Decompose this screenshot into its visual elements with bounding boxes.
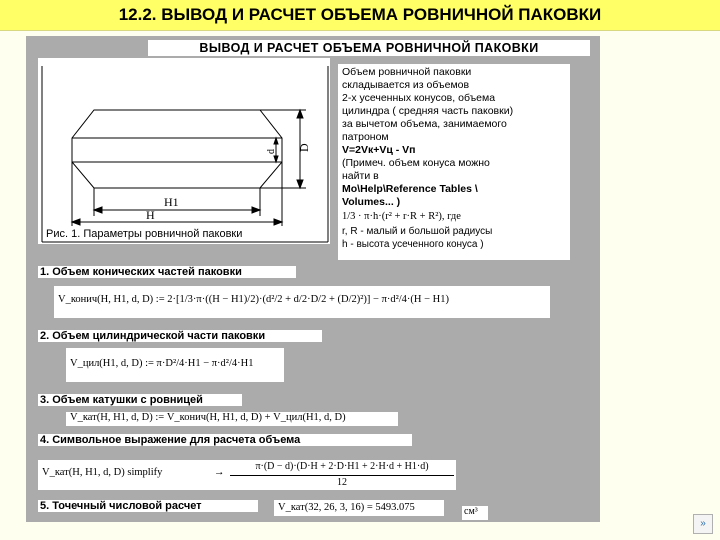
symbolic-numerator: π·(D − d)·(D·H + 2·D·H1 + 2·H·d + H1·d)	[255, 461, 429, 472]
cone-volume-formula: 1/3 · π·h·(r² + r·R + R²), где	[342, 211, 461, 222]
description-line: за вычетом объема, занимаемого	[342, 118, 507, 130]
label-d: d	[266, 149, 277, 154]
conical-volume-formula: V_конич(H, H1, d, D) := 2·[1/3·π·((H − H1)/2)·(d²/2 + d/2·D/2 + (D/2)²)] − π·d²/4·(H − H1)	[54, 286, 550, 318]
spool-volume-formula: V_кат(H, H1, d, D) := V_конич(H, H1, d, D) + V_цил(H1, d, D)	[66, 412, 398, 426]
description-box	[338, 64, 570, 260]
note-line: (Примеч. объем конуса можно	[342, 157, 490, 169]
cylinder-volume-formula: V_цил(H1, d, D) := π·D²/4·H1 − π·d²/4·H1	[66, 348, 284, 382]
package-outline	[72, 110, 282, 188]
double-right-arrow-icon: »	[700, 518, 706, 529]
section-2-heading: 2. Объем цилиндрической части паковки	[38, 330, 322, 342]
simplify-arrow: →	[214, 467, 225, 478]
description-line: 2-х усеченных конусов, объема	[342, 92, 496, 104]
section-4-heading: 4. Символьное выражение для расчета объема	[38, 434, 412, 446]
slide-title: 12.2. ВЫВОД И РАСЧЕТ ОБЪЕМА РОВНИЧНОЙ ПАКОВКИ	[0, 0, 720, 31]
description-line: складывается из объемов	[342, 79, 470, 91]
description-line: патроном	[342, 131, 389, 143]
fraction-bar	[230, 475, 454, 476]
next-slide-button[interactable]	[693, 514, 713, 534]
label-H1: H1	[164, 195, 179, 209]
mathcad-document	[26, 36, 600, 522]
symbolic-expression	[38, 460, 456, 490]
package-drawing	[38, 58, 330, 244]
help-path: Volumes... )	[342, 196, 401, 208]
where-line: r, R - малый и большой радиусы	[342, 226, 493, 237]
symbolic-denominator: 12	[337, 477, 347, 488]
result-unit: см³	[462, 506, 488, 520]
numeric-result: V_кат(32, 26, 3, 16) = 5493.075	[274, 500, 444, 516]
note-line: найти в	[342, 170, 379, 182]
where-line: h - высота усеченного конуса )	[342, 239, 484, 250]
symbolic-left: V_кат(H, H1, d, D) simplify	[42, 467, 163, 478]
figure-caption: Рис. 1. Параметры ровничной паковки	[46, 228, 243, 240]
description-line: Объем ровничной паковки	[342, 66, 472, 78]
label-H: H	[146, 208, 155, 222]
volume-formula: V=2Vк+Vц - Vп	[342, 144, 416, 156]
section-5-heading: 5. Точечный числовой расчет	[38, 500, 258, 512]
document-banner: ВЫВОД И РАСЧЕТ ОБЪЕМА РОВНИЧНОЙ ПАКОВКИ	[148, 40, 590, 56]
description-line: цилиндра ( средняя часть паковки)	[342, 105, 514, 117]
section-1-heading: 1. Объем конических частей паковки	[38, 266, 296, 278]
help-path: Mo\Help\Reference Tables \	[342, 183, 478, 195]
label-D: D	[297, 143, 311, 152]
section-3-heading: 3. Объем катушки с ровницей	[38, 394, 242, 406]
package-figure	[38, 58, 330, 244]
